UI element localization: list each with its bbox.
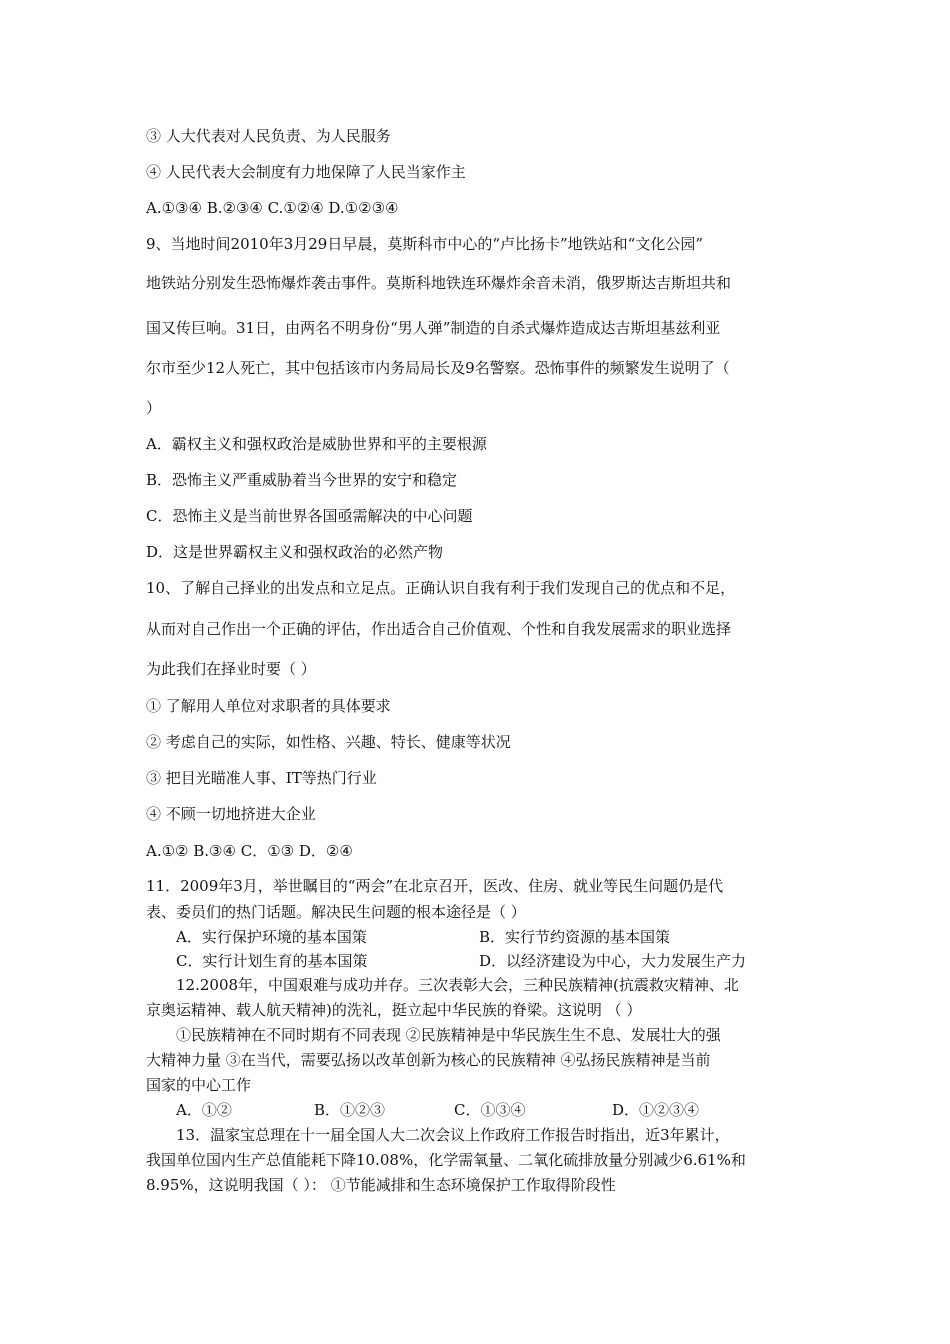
question-10-item-3: ③ 把目光瞄准人事、IT等热门行业 <box>146 769 377 787</box>
question-11-line-1: 11．2009年3月，举世瞩目的“两会”在北京召开，医改、住房、就业等民生问题仍是代 <box>146 877 724 895</box>
question-9-option-b: B．恐怖主义严重威胁着当今世界的安宁和稳定 <box>146 471 458 489</box>
question-11-option-c: C．实行计划生育的基本国策 <box>176 952 368 970</box>
question-9-line-3: 国又传巨响。31日，由两名不明身份“男人弹”制造的自杀式爆炸造成达吉斯坦基兹利亚 <box>146 319 721 337</box>
question-13-line-1: 13．温家宝总理在十一届全国人大二次会议上作政府工作报告时指出，近3年累计， <box>176 1126 730 1144</box>
question-9-option-c: C．恐怖主义是当前世界各国亟需解决的中心问题 <box>146 507 473 525</box>
question-12-option-c: C．①③④ <box>454 1101 526 1119</box>
question-10-item-1: ① 了解用人单位对求职者的具体要求 <box>146 697 391 715</box>
question-12-option-a: A．①② <box>176 1101 232 1119</box>
question-13-line-3: 8.95%，这说明我国（ ）： ①节能减排和生态环境保护工作取得阶段性 <box>146 1176 616 1194</box>
question-9-line-1: 9、当地时间2010年3月29日早晨，莫斯科市中心的“卢比扬卡”地铁站和“文化公园” <box>146 235 704 253</box>
question-9-line-4: 尔市至少12人死亡，其中包括该市内务局局长及9名警察。恐怖事件的频繁发生说明了（ <box>146 359 730 377</box>
question-10-item-2: ② 考虑自己的实际，如性格、兴趣、特长、健康等状况 <box>146 733 511 751</box>
question-12-option-b: B．①②③ <box>314 1101 386 1119</box>
option-line-4: ④ 人民代表大会制度有力地保障了人民当家作主 <box>146 163 466 181</box>
question-10-line-3: 为此我们在择业时要（ ） <box>146 660 316 678</box>
question-11-line-2: 表、委员们的热门话题。解决民生问题的根本途径是（ ） <box>146 903 526 921</box>
option-line-3: ③ 人大代表对人民负责、为人民服务 <box>146 127 391 145</box>
question-13-line-2: 我国单位国内生产总值能耗下降10.08%，化学需氧量、二氧化硫排放量分别减少6.61%和 <box>146 1151 746 1169</box>
question-12-option-d: D．①②③④ <box>612 1101 700 1119</box>
question-11-option-d: D．以经济建设为中心，大力发展生产力 <box>479 952 747 970</box>
question-9-line-5: ） <box>146 399 162 417</box>
question-12-line-4: 大精神力量 ③在当代，需要弘扬以改革创新为核心的民族精神 ④弘扬民族精神是当前 <box>146 1051 711 1069</box>
question-11-option-b: B．实行节约资源的基本国策 <box>479 928 671 946</box>
question-9-line-2: 地铁站分别发生恐怖爆炸袭击事件。莫斯科地铁连环爆炸余音未消，俄罗斯达吉斯坦共和 <box>146 274 732 292</box>
question-9-option-a: A．霸权主义和强权政治是威胁世界和平的主要根源 <box>146 435 487 453</box>
question-10-line-2: 从而对自己作出一个正确的评估，作出适合自己价值观、个性和自我发展需求的职业选择 <box>146 620 732 638</box>
question-12-line-3: ①民族精神在不同时期有不同表现 ②民族精神是中华民族生生不息、发展壮大的强 <box>176 1026 721 1044</box>
question-10-line-1: 10、了解自己择业的出发点和立足点。正确认识自我有利于我们发现自己的优点和不足， <box>146 579 736 597</box>
answer-choices-q10: A.①② B.③④ C．①③ D．②④ <box>146 842 353 860</box>
answer-choices-q8: A.①③④ B.②③④ C.①②④ D.①②③④ <box>146 199 399 217</box>
question-9-option-d: D．这是世界霸权主义和强权政治的必然产物 <box>146 543 444 561</box>
question-12-line-5: 国家的中心工作 <box>146 1076 252 1094</box>
question-10-item-4: ④ 不顾一切地挤进大企业 <box>146 805 316 823</box>
question-11-option-a: A．实行保护环境的基本国策 <box>176 928 367 946</box>
question-12-line-2: 京奥运精神、载人航天精神)的洗礼，挺立起中华民族的脊梁。这说明 （ ） <box>146 1001 642 1019</box>
question-12-line-1: 12.2008年，中国艰难与成功并存。三次表彰大会，三种民族精神(抗震救灾精神、北 <box>176 976 739 994</box>
